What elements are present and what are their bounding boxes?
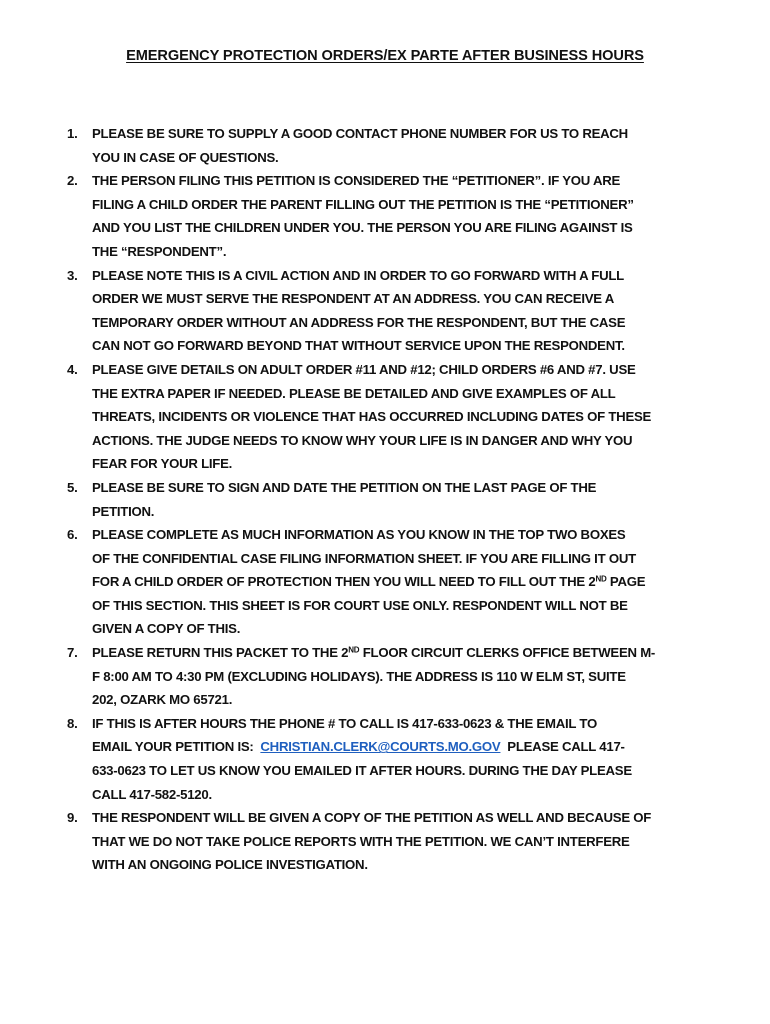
item-number: 8. xyxy=(67,715,78,731)
item-text-segment: EMAIL YOUR PETITION IS: xyxy=(92,739,261,755)
item-text-line: OF THIS SECTION. THIS SHEET IS FOR COURT USE ONLY. RESPONDENT WILL NOT BE xyxy=(92,597,628,613)
item-text-line: PLEASE BE SURE TO SUPPLY A GOOD CONTACT PHONE NUMBER FOR US TO REACH xyxy=(92,126,628,141)
item-text-line: THE EXTRA PAPER IF NEEDED. PLEASE BE DETAILED AND GIVE EXAMPLES OF ALL xyxy=(92,385,616,401)
item-text-line: FILING A CHILD ORDER THE PARENT FILLING OUT THE PETITION IS THE “PETITIONER” xyxy=(92,196,634,212)
list-item xyxy=(67,358,730,476)
item-text-line xyxy=(92,570,730,594)
item-text-line: IF THIS IS AFTER HOURS THE PHONE # TO CALL IS 417-633-0623 & THE EMAIL TO xyxy=(92,715,597,731)
item-text-line: ORDER WE MUST SERVE THE RESPONDENT AT AN ADDRESS. YOU CAN RECEIVE A xyxy=(92,291,615,307)
item-number: 6. xyxy=(67,527,78,543)
item-text-line: AND YOU LIST THE CHILDREN UNDER YOU. THE PERSON YOU ARE FILING AGAINST IS xyxy=(92,220,633,236)
item-text-line: THE RESPONDENT WILL BE GIVEN A COPY OF THE PETITION AS WELL AND BECAUSE OF xyxy=(92,810,652,826)
item-text-line: PLEASE NOTE THIS IS A CIVIL ACTION AND IN ORDER TO GO FORWARD WITH A FULL xyxy=(92,267,624,283)
document-title: EMERGENCY PROTECTION ORDERS/EX PARTE AFTER BUSINESS HOURS xyxy=(126,48,644,64)
item-text-line xyxy=(92,735,730,759)
item-text-line: FEAR FOR YOUR LIFE. xyxy=(92,456,233,472)
item-text-segment: PAGE xyxy=(606,574,646,590)
item-text-line: THREATS, INCIDENTS OR VIOLENCE THAT HAS OCCURRED INCLUDING DATES OF THESE xyxy=(92,409,652,425)
email-link[interactable]: CHRISTIAN.CLERK@COURTS.MO.GOV xyxy=(260,739,501,755)
item-text-line: ACTIONS. THE JUDGE NEEDS TO KNOW WHY YOUR LIFE IS IN DANGER AND WHY YOU xyxy=(92,432,633,448)
list-item xyxy=(67,523,730,641)
item-text-line: CAN NOT GO FORWARD BEYOND THAT WITHOUT SERVICE UPON THE RESPONDENT. xyxy=(92,338,625,354)
item-text-line: TEMPORARY ORDER WITHOUT AN ADDRESS FOR THE RESPONDENT, BUT THE CASE xyxy=(92,314,626,330)
item-text-line: THE PERSON FILING THIS PETITION IS CONSIDERED THE “PETITIONER”. IF YOU ARE xyxy=(92,173,621,189)
item-number: 7. xyxy=(67,645,78,661)
item-text-line: PLEASE BE SURE TO SIGN AND DATE THE PETITION ON THE LAST PAGE OF THE xyxy=(92,479,597,495)
list-item xyxy=(67,806,730,877)
item-text-line: OF THE CONFIDENTIAL CASE FILING INFORMATION SHEET. IF YOU ARE FILLING IT OUT xyxy=(92,550,636,566)
item-text-line: 202, OZARK MO 65721. xyxy=(92,692,233,708)
item-text-line: PLEASE GIVE DETAILS ON ADULT ORDER #11 AND #12; CHILD ORDERS #6 AND #7. USE xyxy=(92,361,636,377)
item-number: 1. xyxy=(67,126,78,141)
item-text-line: THE “RESPONDENT”. xyxy=(92,243,227,259)
list-item xyxy=(67,712,730,806)
item-text-segment: FOR A CHILD ORDER OF PROTECTION THEN YOU WILL NEED TO FILL OUT THE 2 xyxy=(92,574,596,590)
item-text-line: PETITION. xyxy=(92,503,155,519)
item-number: 4. xyxy=(67,361,78,377)
item-text-line xyxy=(92,641,730,665)
item-text-segment: PLEASE CALL 417- xyxy=(500,739,625,755)
item-number: 2. xyxy=(67,173,78,189)
list-item xyxy=(67,476,730,523)
item-text-line: THAT WE DO NOT TAKE POLICE REPORTS WITH THE PETITION. WE CAN’T INTERFERE xyxy=(92,833,630,849)
instruction-list xyxy=(67,122,730,877)
list-item xyxy=(67,641,730,712)
list-item xyxy=(67,264,730,358)
item-text-line: PLEASE COMPLETE AS MUCH INFORMATION AS YOU KNOW IN THE TOP TWO BOXES xyxy=(92,527,626,543)
item-text-line: F 8:00 AM TO 4:30 PM (EXCLUDING HOLIDAYS). THE ADDRESS IS 110 W ELM ST, SUITE xyxy=(92,668,626,684)
item-number: 3. xyxy=(67,267,78,283)
item-text-line: YOU IN CASE OF QUESTIONS. xyxy=(92,149,279,165)
item-number: 9. xyxy=(67,810,78,826)
item-text-line: WITH AN ONGOING POLICE INVESTIGATION. xyxy=(92,857,368,873)
ordinal-superscript: ND xyxy=(595,574,607,584)
item-text-segment: PLEASE RETURN THIS PACKET TO THE 2 xyxy=(92,645,349,661)
list-item xyxy=(67,169,730,263)
item-text-line: CALL 417-582-5120. xyxy=(92,786,212,802)
item-number: 5. xyxy=(67,479,78,495)
item-text-segment: FLOOR CIRCUIT CLERKS OFFICE BETWEEN M- xyxy=(359,645,656,661)
item-text-line: GIVEN A COPY OF THIS. xyxy=(92,621,241,637)
ordinal-superscript: ND xyxy=(348,645,360,655)
item-text-line: 633-0623 TO LET US KNOW YOU EMAILED IT AFTER HOURS. DURING THE DAY PLEASE xyxy=(92,763,632,779)
list-item xyxy=(67,122,730,169)
